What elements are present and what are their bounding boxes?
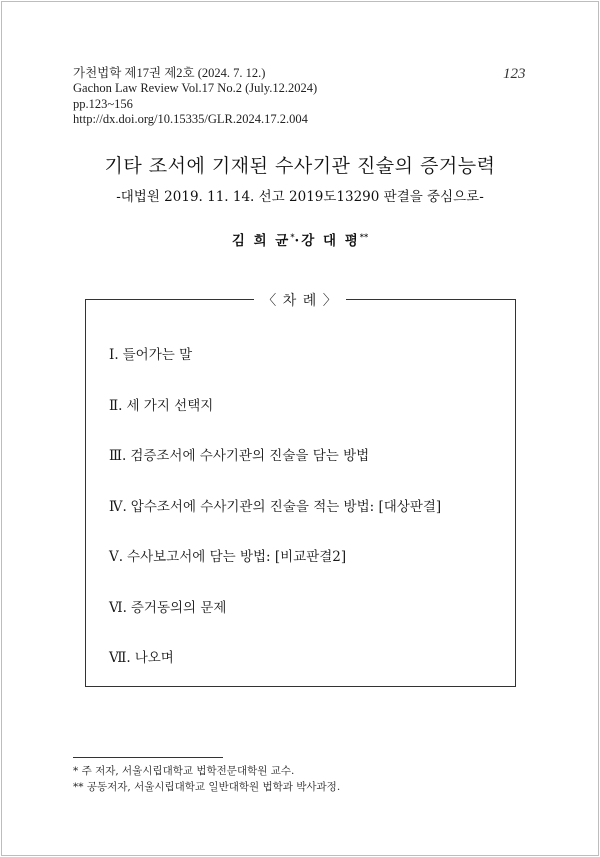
table-of-contents-title: 〈 차 례 〉 (0, 290, 600, 310)
article-title: 기타 조서에 기재된 수사기관 진술의 증거능력 (104, 155, 496, 177)
toc-text: 증거동의의 문제 (130, 599, 227, 616)
toc-item (109, 646, 441, 697)
toc-item (109, 444, 441, 495)
toc-numeral: Ⅲ. (109, 448, 127, 464)
toc-item (109, 394, 441, 445)
authors (0, 229, 600, 249)
author-separator: · (294, 233, 302, 249)
journal-header-doi[interactable]: http://dx.doi.org/10.15335/GLR.2024.17.2.004 (73, 111, 308, 126)
toc-text: 들어가는 말 (122, 347, 193, 363)
toc-text: 검증조서에 수사기관의 진술을 담는 방법 (130, 448, 370, 464)
toc-text: 세 가지 선택지 (126, 397, 214, 414)
toc-item (109, 545, 441, 596)
journal-header-english: Gachon Law Review Vol.17 No.2 (July.12.2024) (73, 81, 318, 96)
toc-numeral: Ⅱ. (109, 397, 123, 414)
footnotes (73, 763, 340, 795)
page-number: 123 (503, 66, 526, 82)
author-2-footnote-mark: ** (359, 231, 369, 242)
toc-text: 압수조서에 수사기관의 진술을 적는 방법: [대상판결] (130, 498, 442, 515)
table-of-contents (109, 343, 441, 697)
toc-item (109, 596, 441, 647)
author-2: 강 대 평 (301, 233, 360, 249)
journal-header (73, 66, 317, 127)
footnote-author-2: ** 공동저자, 서울시립대학교 일반대학원 법학과 박사과정. (73, 781, 341, 793)
journal-header-korean: 가천법학 제17권 제2호 (2024. 7. 12.) (73, 66, 266, 80)
toc-item (109, 343, 441, 394)
toc-text: 수사보고서에 담는 방법: [비교판결2] (127, 549, 347, 565)
toc-numeral: Ⅳ. (109, 498, 127, 515)
journal-header-pages: pp.123~156 (73, 96, 133, 111)
toc-text: 나오며 (134, 650, 174, 666)
toc-numeral: Ⅵ. (109, 599, 127, 616)
toc-numeral: Ⅴ. (109, 549, 124, 565)
author-1-footnote-mark: * (290, 231, 295, 242)
footnote-divider (73, 757, 223, 758)
toc-numeral: Ⅶ. (109, 650, 131, 666)
toc-numeral: Ⅰ. (109, 347, 119, 363)
author-1: 김 희 균 (231, 233, 291, 249)
footnote-author-1: * 주 저자, 서울시립대학교 법학전문대학원 교수. (73, 765, 295, 777)
article-subtitle: -대법원 2019. 11. 14. 선고 2019도13290 판결을 중심으로- (116, 189, 484, 205)
toc-item (109, 495, 441, 546)
